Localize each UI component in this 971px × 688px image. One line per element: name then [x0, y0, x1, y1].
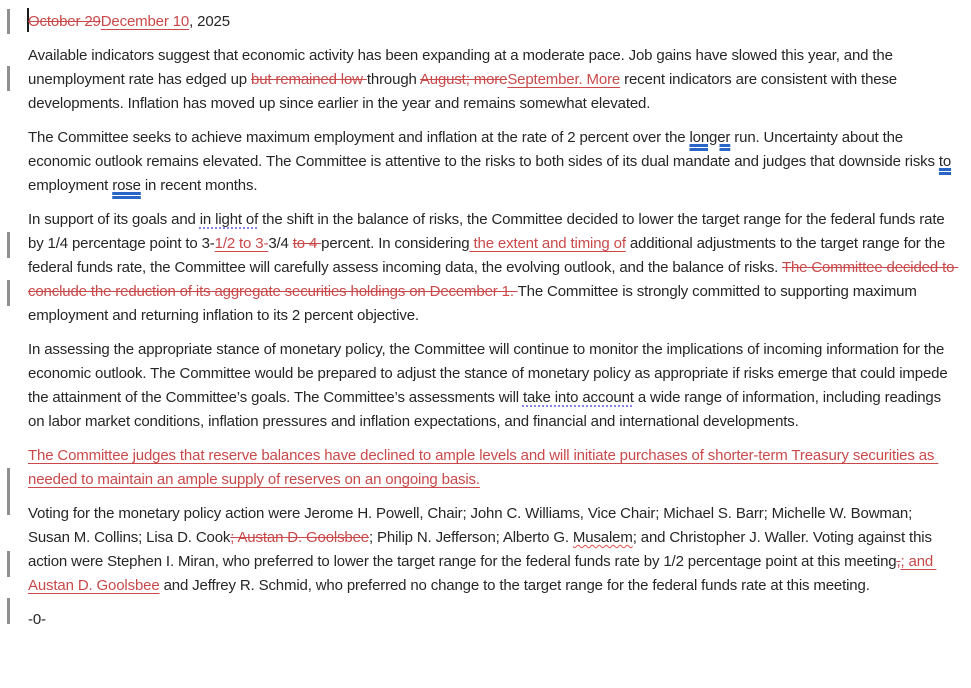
body-text: ; and Christopher J. Waller. Voting against this action were Stephen I. Miran, who preferred to lower the target range for the federal funds rate by 1/2 percentage point at this meeting	[28, 529, 936, 570]
paragraph-assessment[interactable]	[28, 338, 957, 434]
deleted-text[interactable]: October 29	[28, 13, 101, 30]
paragraph-date[interactable]	[28, 10, 957, 34]
body-text: the shift in the balance of risks, the Committee decided to lower the target range for the federal funds rate by 1/4 percentage point to 3-	[28, 211, 949, 252]
inserted-text[interactable]: September. More	[507, 71, 621, 88]
deleted-text[interactable]: ,	[896, 553, 901, 570]
body-text: , 2025	[189, 13, 230, 30]
deleted-text[interactable]: The Committee decided to conclude the reduction of its aggregate securities holdings on December 1.	[28, 259, 959, 300]
change-bar	[7, 280, 10, 306]
moved-text[interactable]: to	[938, 153, 952, 170]
paragraph-activity[interactable]	[28, 44, 957, 116]
change-bar	[7, 598, 10, 624]
format-changed-text[interactable]: in light of	[199, 211, 259, 228]
inserted-text[interactable]: 1/2 to 3-	[214, 235, 269, 252]
change-bar	[7, 9, 10, 34]
body-text: Voting for the monetary policy action were Jerome H. Powell, Chair; John C. Williams, Vice Chair; Michael S. Barr; Michelle W. Bowman; Susan M. Collins; Lisa D. Cook	[28, 505, 917, 546]
change-bar	[7, 468, 10, 515]
body-text: -0-	[28, 611, 46, 628]
document-content	[28, 10, 957, 642]
deleted-text[interactable]: ; Austan D. Goolsbee	[230, 529, 370, 546]
body-text: and Jeffrey R. Schmid, who preferred no change to the target range for the federal funds rate at this meeting.	[159, 577, 870, 594]
body-text: employment	[28, 153, 956, 194]
body-text: percent. In considering	[321, 235, 470, 252]
change-bar	[7, 66, 10, 91]
inserted-text[interactable]: The Committee judges that reserve balances have declined to ample levels and will initiate purchases of shorter-term Treasury securities as needed to maintain an ample supply of reserves on an ongoing basis.	[28, 447, 939, 488]
deleted-text[interactable]: but remained low	[251, 71, 367, 88]
paragraph-policy-action[interactable]	[28, 208, 957, 328]
body-text: additional adjustments to the target range for the federal funds rate, the Committee will carefully assess incoming data, the evolving outlook, and the balance of risks.	[28, 235, 950, 276]
paragraph-end-mark[interactable]	[28, 608, 957, 632]
body-text: In assessing the appropriate stance of monetary policy, the Committee will continue to monitor the implications of incoming information for the economic outlook. The Committee would be prepared to adjust the stance of monetary policy as appropriate if risks emerge that could impede the attainment of the Committee’s goals. The Committee’s assessments will	[28, 341, 952, 406]
moved-text[interactable]: rose	[112, 177, 141, 194]
change-bar	[7, 232, 10, 258]
body-text: ; Philip N. Jefferson; Alberto G.	[369, 529, 573, 546]
paragraph-voting[interactable]	[28, 502, 957, 598]
moved-text[interactable]: longer	[689, 129, 731, 146]
deleted-text[interactable]: to 4	[292, 235, 322, 252]
change-bar	[7, 551, 10, 577]
inserted-text[interactable]: ; and Austan D. Goolsbee	[28, 553, 937, 594]
format-changed-text[interactable]: take into account	[522, 389, 634, 406]
paragraph-reserves[interactable]	[28, 444, 957, 492]
body-text: The Committee is strongly committed to supporting maximum employment and returning inflation to its 2 percent objective.	[28, 283, 921, 324]
body-text: recent indicators are consistent with these developments. Inflation has moved up since earlier in the year and remains somewhat elevated.	[28, 71, 902, 112]
body-text: 3/4	[268, 235, 293, 252]
spellcheck-flagged-text[interactable]: Musalem	[572, 529, 633, 546]
body-text: through	[366, 71, 420, 88]
body-text: Available indicators suggest that economic activity has been expanding at a moderate pace. Job gains have slowed this year, and the unemployment rate has edged up	[28, 47, 897, 88]
body-text: a wide range of information, including readings on labor market conditions, inflation pressures and inflation expectations, and financial and international developments.	[28, 389, 945, 430]
inserted-text[interactable]: the extent and timing of	[469, 235, 626, 252]
inserted-text[interactable]: December 10	[100, 13, 190, 30]
body-text: In support of its goals and	[28, 211, 200, 228]
body-text: The Committee seeks to achieve maximum employment and inflation at the rate of 2 percent over the	[28, 129, 690, 146]
body-text: in recent months.	[140, 177, 258, 194]
deleted-text[interactable]: August; more	[419, 71, 508, 88]
body-text: run. Uncertainty about the economic outlook remains elevated. The Committee is attentive to the risks to both sides of its dual mandate and judges that downside risks	[28, 129, 939, 170]
paragraph-mandate[interactable]	[28, 126, 957, 198]
